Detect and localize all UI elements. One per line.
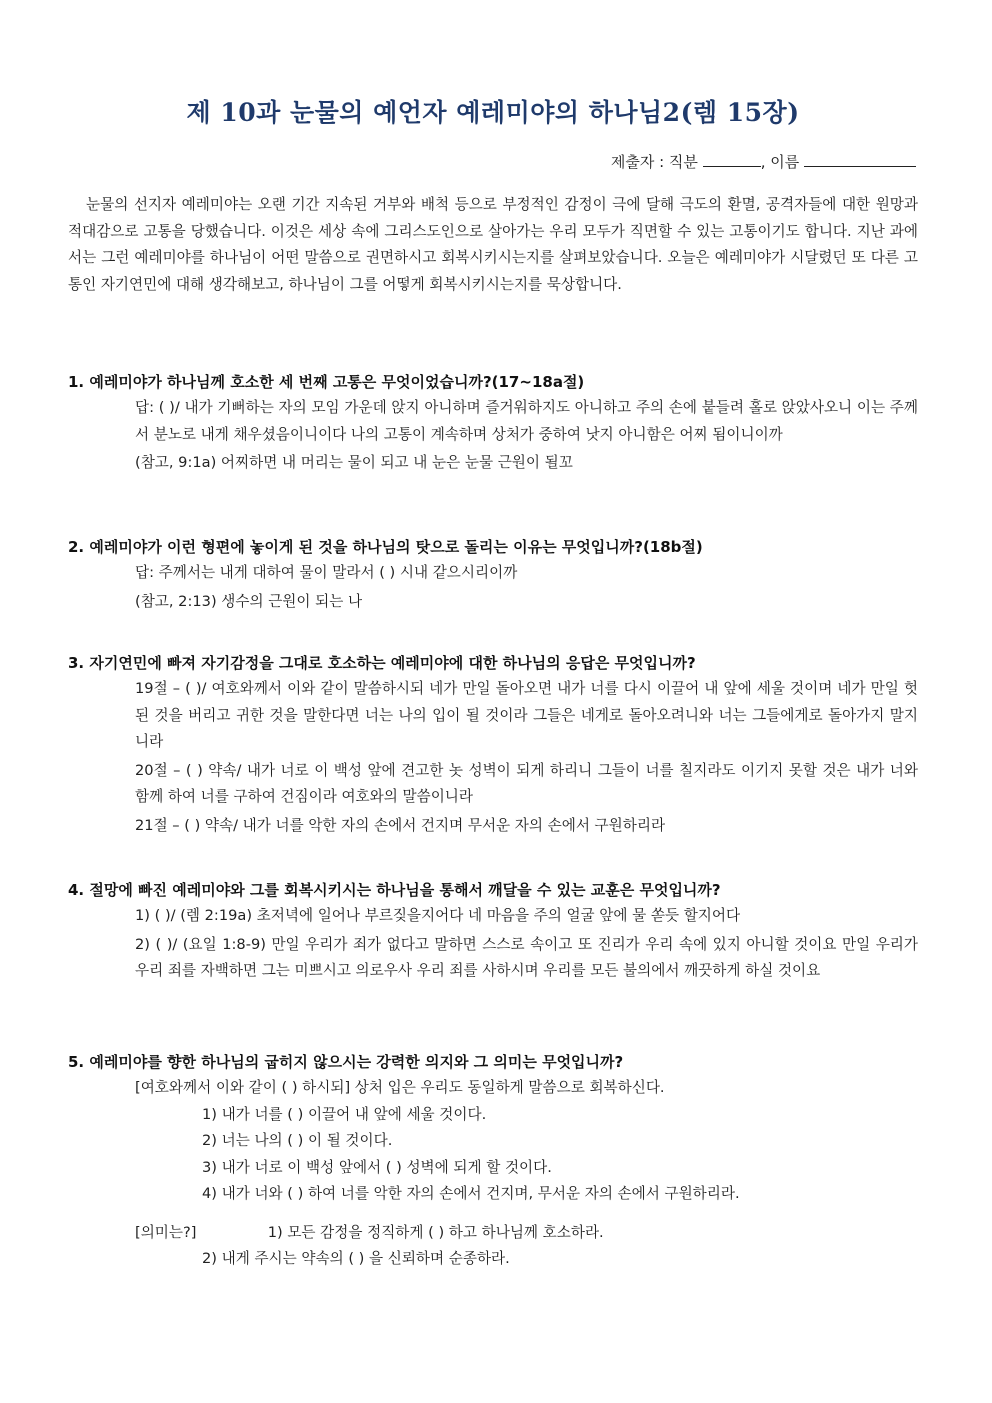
verse-20-answer: 20절 – ( ) 약속/ 내가 너로 이 백성 앞에 견고한 놋 성벽이 되게 하리니 그들이 너를 칠지라도 이기지 못할 것은 내가 너와 함께 하여 너를 구하여 건짐이라 여호와의 말씀이니라 xyxy=(135,761,918,805)
question-1-title: 1. 예레미야가 하나님께 호소한 세 번째 고통은 무엇이었습니까?(17~18a절) xyxy=(68,373,585,391)
lesson-1-answer: 1) ( )/ (렘 2:19a) 초저녁에 일어나 부르짖을지어다 네 마음을 주의 얼굴 앞에 물 쏟듯 할지어다 xyxy=(135,907,741,924)
promise-3: 3) 내가 너로 이 백성 앞에서 ( ) 성벽에 되게 할 것이다. xyxy=(202,1158,552,1176)
meaning-row xyxy=(135,1220,918,1247)
question-2-answer: 답: 주께서는 내게 대하여 물이 말라서 ( ) 시내 같으시리이까 xyxy=(135,564,518,581)
meaning-label: [의미는?] xyxy=(135,1223,197,1241)
question-1 xyxy=(68,369,918,477)
question-4 xyxy=(68,877,918,985)
name-label: , 이름 xyxy=(760,153,800,171)
verse-21-answer: 21절 – ( ) 약속/ 내가 너를 악한 자의 손에서 건지며 무서운 자의 손에서 구원하리라 xyxy=(135,816,666,834)
position-blank[interactable] xyxy=(703,152,761,167)
position-label: 제출자 : 직분 xyxy=(610,153,698,171)
question-1-answer: 답: ( )/ 내가 기뻐하는 자의 모임 가운데 앉지 아니하며 즐거워하지도 아니하고 주의 손에 붙들려 홀로 앉았사오니 이는 주께서 분노로 내게 채우셨음이니이다 나의 고통이 계속하며 상처가 중하여 낫지 아니함은 어찌 됨이니이까 xyxy=(135,399,918,443)
name-blank[interactable] xyxy=(804,152,916,167)
page-title: 제 10과 눈물의 예언자 예레미야의 하나님2(렘 15장) xyxy=(186,98,800,127)
submitter-line xyxy=(611,151,916,172)
question-4-title: 4. 절망에 빠진 예레미야와 그를 회복시키시는 하나님을 통해서 깨달을 수 있는 교훈은 무엇입니까? xyxy=(68,881,721,899)
promise-1: 1) 내가 너를 ( ) 이끌어 내 앞에 세울 것이다. xyxy=(202,1105,487,1123)
intro-paragraph: 눈물의 선지자 예레미야는 오랜 기간 지속된 거부와 배척 등으로 부정적인 감정이 극에 달해 극도의 환멸, 공격자들에 대한 원망과 적대감으로 고통을 당했습니다. 이것은 세상 속에 그리스도인으로 살아가는 우리 모두가 직면할 수 있는 고통이기도 합니다. 지난 과에서는 그런 예레미야를 하나님이 어떤 말씀으로 권면하시고 회복시키시는지를 살펴보았습니다. 오늘은 예레미야가 시달렸던 또 다른 고통인 자기연민에 대해 생각해보고, 하나님이 그를 어떻게 회복시키시는지를 묵상합니다. xyxy=(68,196,918,293)
question-1-reference: (참고, 9:1a) 어찌하면 내 머리는 물이 되고 내 눈은 눈물 근원이 될꼬 xyxy=(135,454,573,471)
question-3-title: 3. 자기연민에 빠져 자기감정을 그대로 호소하는 예레미야에 대한 하나님의 응답은 무엇입니까? xyxy=(68,654,696,672)
question-5-title: 5. 예레미야를 향한 하나님의 굽히지 않으시는 강력한 의지와 그 의미는 무엇입니까? xyxy=(68,1053,624,1071)
promise-4: 4) 내가 너와 ( ) 하여 너를 악한 자의 손에서 건지며, 무서운 자의 손에서 구원하리라. xyxy=(202,1185,740,1202)
meaning-1: 1) 모든 감정을 정직하게 ( ) 하고 하나님께 호소하라. xyxy=(267,1223,604,1241)
question-2-title: 2. 예레미야가 이런 형편에 놓이게 된 것을 하나님의 탓으로 돌리는 이유는 무엇입니까?(18b절) xyxy=(68,538,703,556)
question-5 xyxy=(68,1049,918,1273)
question-2-reference: (참고, 2:13) 생수의 근원이 되는 나 xyxy=(135,592,363,610)
promise-2: 2) 너는 나의 ( ) 이 될 것이다. xyxy=(202,1132,393,1149)
question-3 xyxy=(68,650,918,839)
meaning-2: 2) 내게 주시는 약속의 ( ) 을 신뢰하며 순종하라. xyxy=(202,1250,510,1267)
verse-19-answer: 19절 – ( )/ 여호와께서 이와 같이 말씀하시되 네가 만일 돌아오면 내가 너를 다시 이끌어 내 앞에 세울 것이며 네가 만일 헛된 것을 버리고 귀한 것을 말한다면 너는 나의 입이 될 것이라 그들은 네게로 돌아오려니와 너는 그들에게로 돌아가지 말지니라 xyxy=(135,680,918,750)
question-2 xyxy=(68,534,918,615)
question-5-intro: [여호와께서 이와 같이 ( ) 하시되] 상처 입은 우리도 동일하게 말씀으로 회복하신다. xyxy=(135,1079,665,1096)
lesson-2-answer: 2) ( )/ (요일 1:8-9) 만일 우리가 죄가 없다고 말하면 스스로 속이고 또 진리가 우리 속에 있지 아니할 것이요 만일 우리가 우리 죄를 자백하면 그는 미쁘시고 의로우사 우리 죄를 사하시며 우리를 모든 불의에서 깨끗하게 하실 것이요 xyxy=(135,935,918,979)
